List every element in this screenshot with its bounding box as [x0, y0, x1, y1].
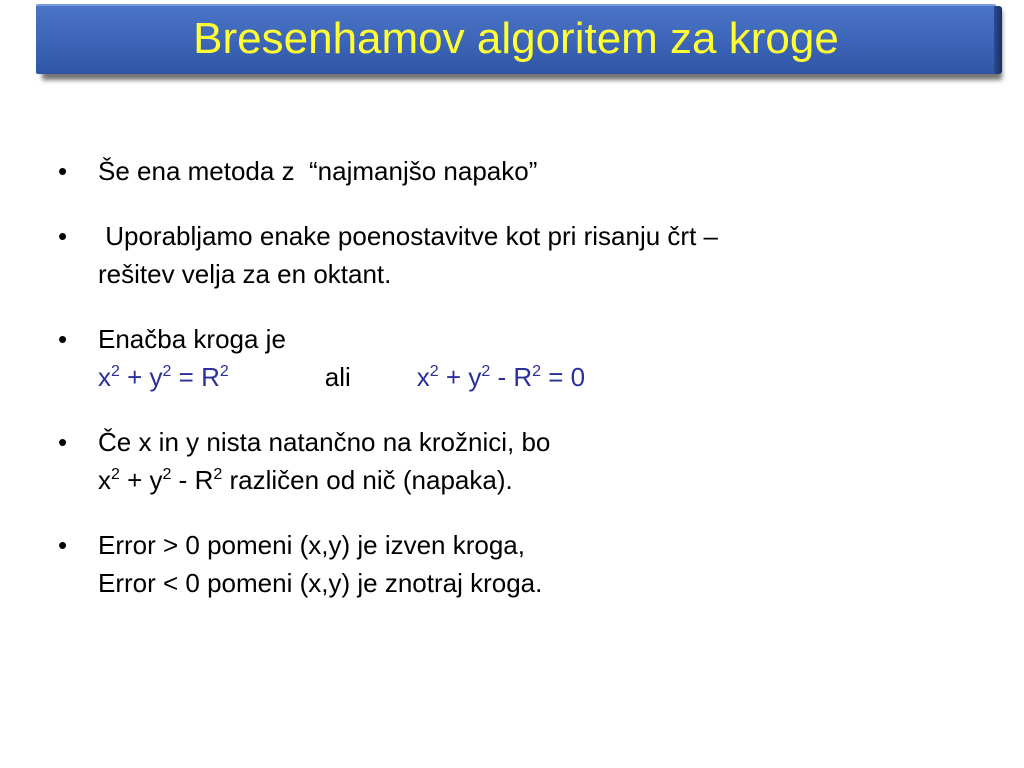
equation-1: $x^2 + y^2 = R^2$ [98, 362, 229, 392]
slide-content [58, 152, 978, 629]
slide-title: Bresenhamov algoritem za kroge [193, 14, 839, 63]
bullet-item [58, 152, 978, 190]
bullet-marker: • [58, 324, 68, 354]
bullet-text: Enačba kroga je [98, 324, 286, 354]
title-bar [36, 4, 996, 74]
bullet-marker: • [58, 156, 68, 186]
error-equation: $x^2 + y^2 - R^2$ različen od nič (napaka). [98, 465, 513, 495]
bullet-marker: • [58, 221, 68, 251]
bullet-text-continuation: rešitev velja za en oktant. [98, 259, 392, 289]
bullet-text: Error > 0 pomeni (x,y) je izven kroga, [98, 530, 525, 560]
bullet-marker: • [58, 530, 68, 560]
bullet-item [58, 320, 978, 396]
bullet-text: Še ena metoda z “najmanjšo napako” [98, 156, 538, 186]
bullet-text-continuation: Error < 0 pomeni (x,y) je znotraj kroga. [98, 568, 543, 598]
bullet-item [58, 423, 978, 499]
bullet-text: Če x in y nista natančno na krožnici, bo [98, 427, 551, 457]
equation-2: $x^2 + y^2 - R^2 = 0$ [416, 362, 586, 392]
bullet-text: Uporabljamo enake poenostavitve kot pri risanju črt – [98, 221, 718, 251]
ali-word: ali [324, 362, 351, 392]
bullet-item [58, 526, 978, 602]
bullet-item [58, 217, 978, 293]
circle-equations [98, 358, 978, 396]
bullet-marker: • [58, 427, 68, 457]
